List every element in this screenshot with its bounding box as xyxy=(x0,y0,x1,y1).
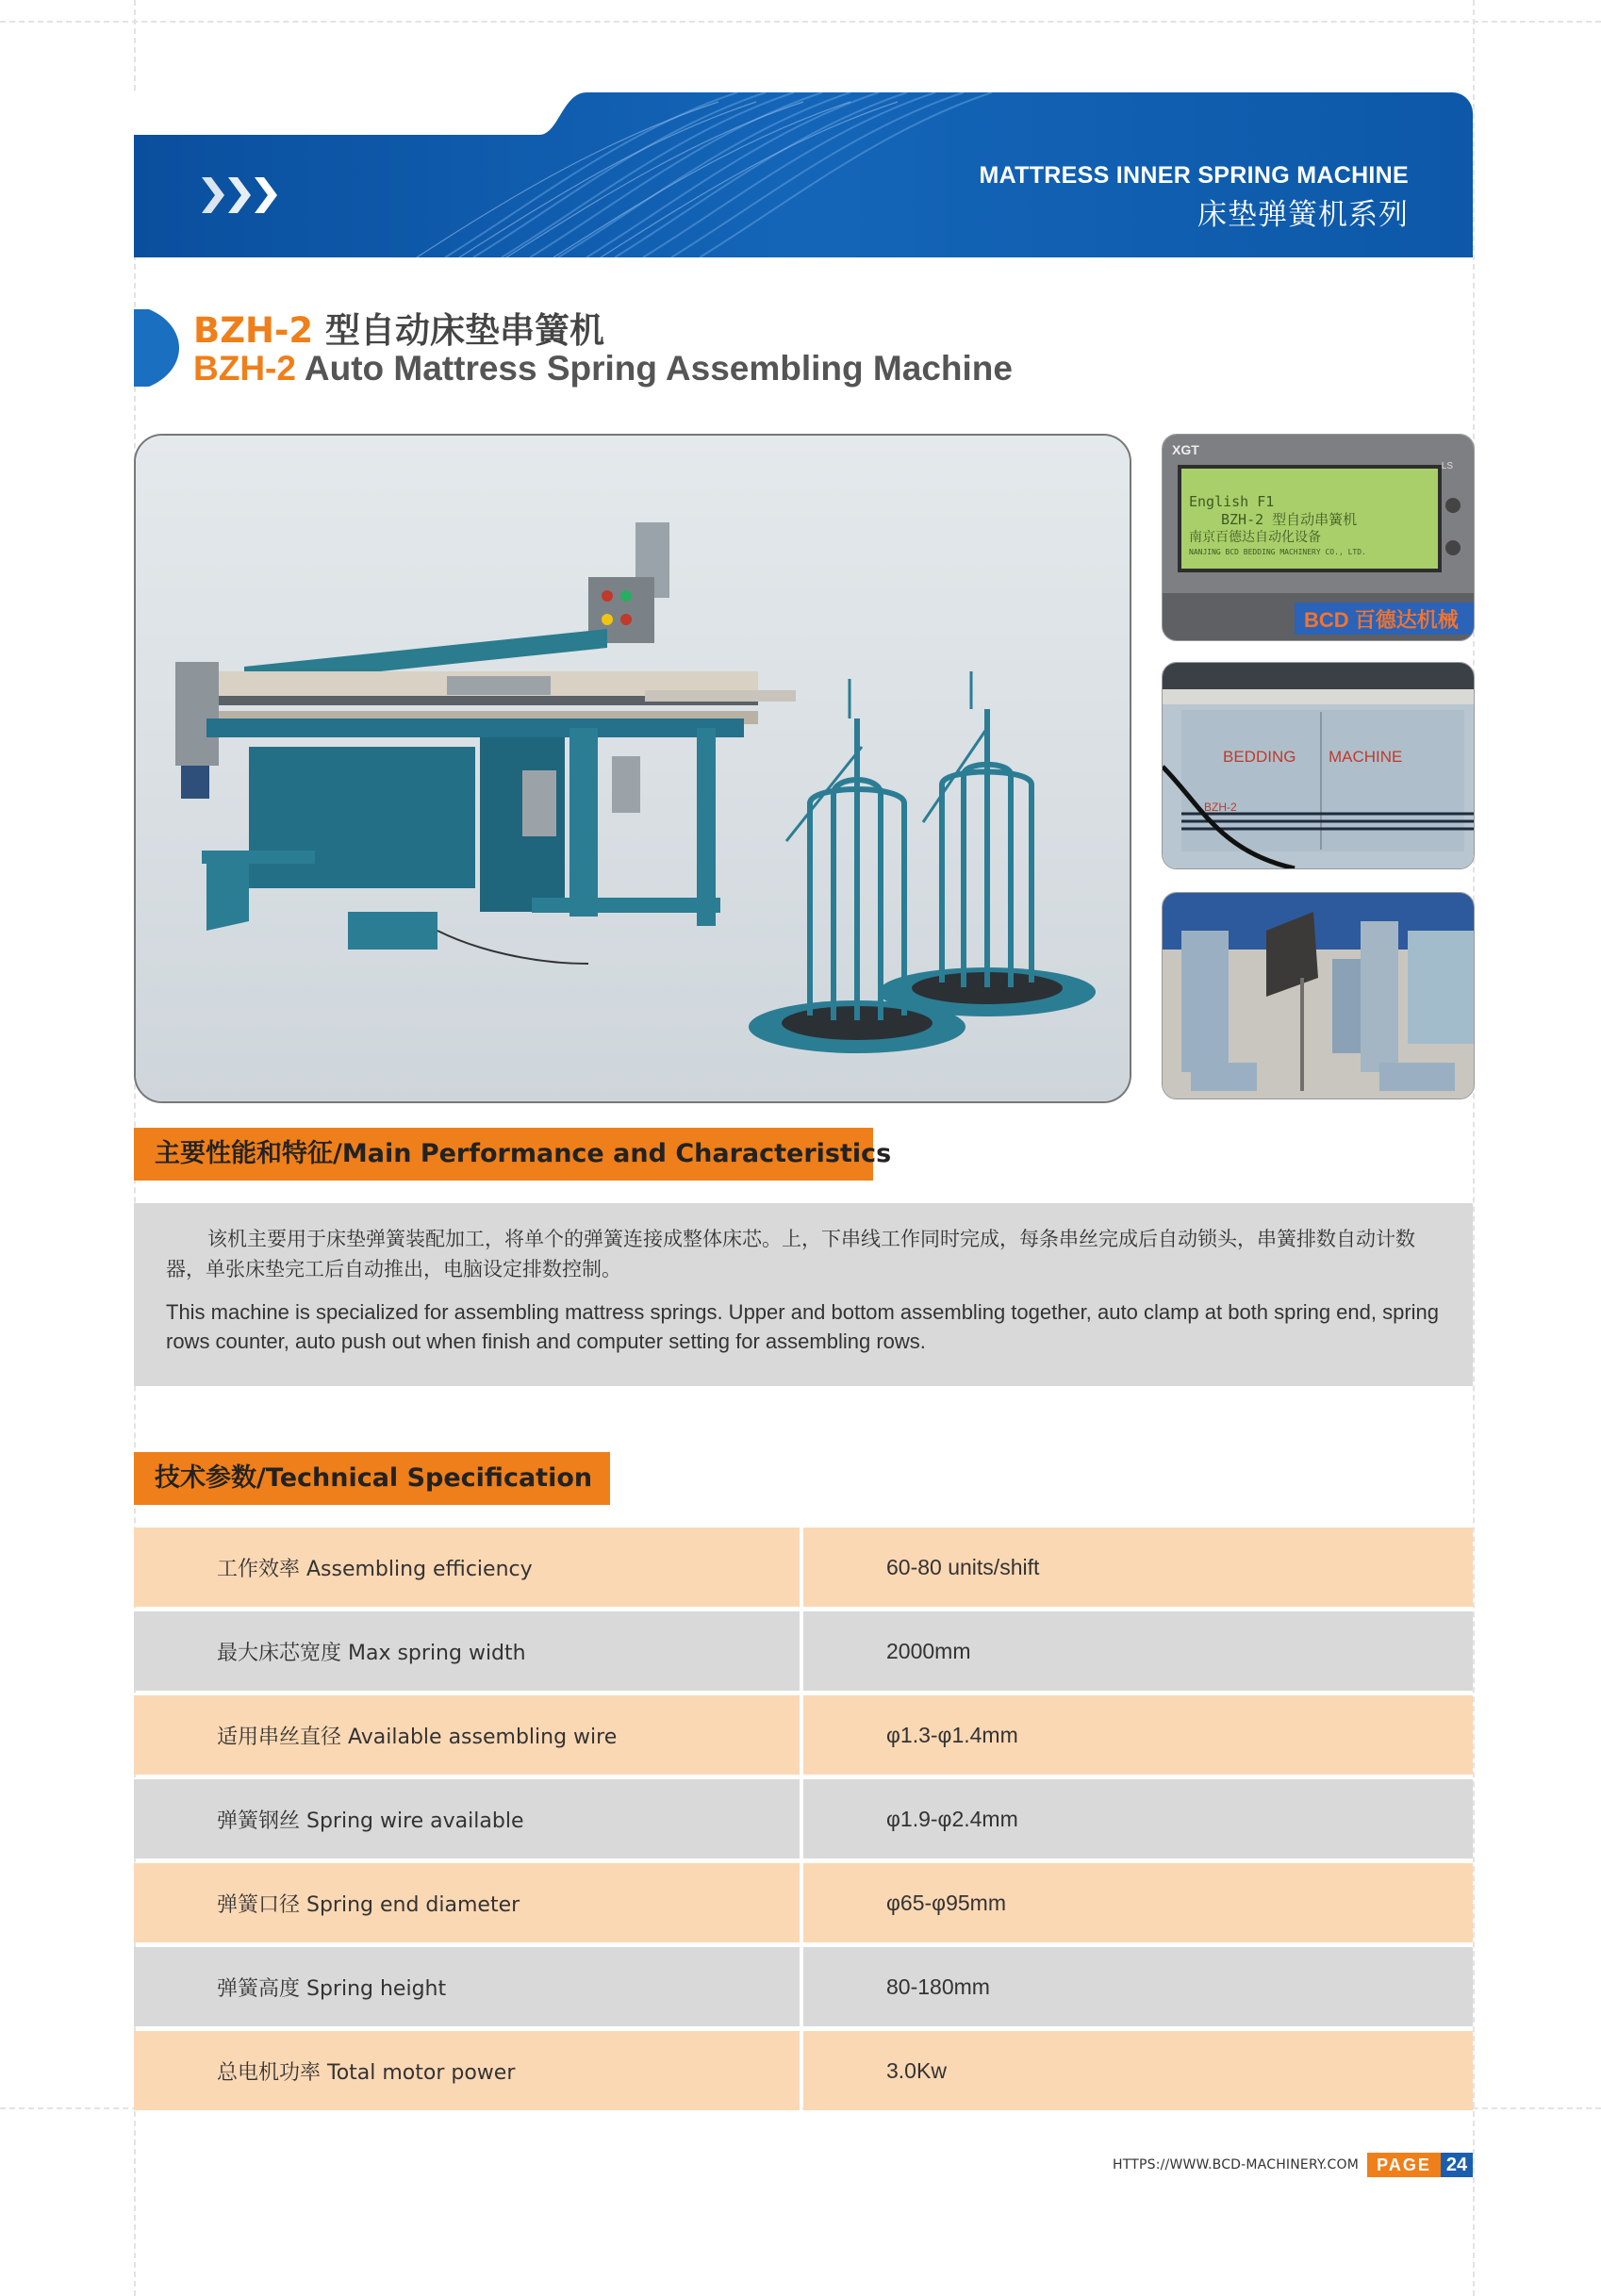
spec-label: 工作效率 Assembling efficiency xyxy=(134,1528,800,1607)
spec-value: 80-180mm xyxy=(803,1947,1473,2026)
product-title-zh-text: 型自动床垫串簧机 xyxy=(325,310,604,351)
banner-title-zh: 床垫弹簧机系列 xyxy=(1197,198,1409,232)
title-tab-icon xyxy=(134,309,179,387)
product-title-zh xyxy=(193,302,604,353)
spec-value: 60-80 units/shift xyxy=(803,1528,1473,1607)
product-title-en-text: Auto Mattress Spring Assembling Machine xyxy=(304,349,1013,388)
spec-heading: 技术参数/Technical Specification xyxy=(134,1452,610,1505)
spec-label: 弹簧钢丝 Spring wire available xyxy=(134,1779,800,1858)
main-machine-photo xyxy=(134,434,1131,1103)
spec-row xyxy=(134,1695,1473,1775)
lcd-line-1: English F1 xyxy=(1189,493,1275,510)
product-title-en xyxy=(193,349,1013,388)
workshop-photo xyxy=(1162,892,1475,1099)
spec-value: 2000mm xyxy=(803,1611,1473,1691)
spec-label: 弹簧口径 Spring end diameter xyxy=(134,1863,800,1942)
spec-label: 最大床芯宽度 Max spring width xyxy=(134,1611,800,1691)
spec-row xyxy=(134,1779,1473,1858)
spec-label: 总电机功率 Total motor power xyxy=(134,2031,800,2110)
features-description xyxy=(134,1203,1473,1386)
cabinet-model-plate: BZH-2 xyxy=(1204,801,1237,814)
panel-lcd-text xyxy=(1189,493,1366,558)
product-model: BZH-2 xyxy=(193,310,314,351)
spec-value: φ65-φ95mm xyxy=(803,1863,1473,1942)
cabinet-photo xyxy=(1162,662,1475,869)
features-text-en: This machine is specialized for assembling mattress springs. Upper and bottom assembling together, auto clamp at both spring end, spring rows counter, auto push out when finish and computer setting for assembling rows. xyxy=(166,1300,1440,1353)
features-heading: 主要性能和特征/Main Performance and Characteristics xyxy=(134,1128,873,1181)
panel-logo: BCD 百德达机械 xyxy=(1304,608,1459,632)
chevron-arrows-icon xyxy=(202,173,289,217)
control-panel-photo xyxy=(1162,434,1475,641)
lcd-line-4: NANJING BCD BEDDING MACHINERY CO., LTD. xyxy=(1189,548,1366,556)
features-text-zh: 该机主要用于床垫弹簧装配加工，将单个的弹簧连接成整体床芯。上，下串线工作同时完成，每条串丝完成后自动锁头，串簧排数自动计数器，单张床垫完工后自动推出，电脑设定排数控制。 xyxy=(166,1228,1415,1280)
spec-row xyxy=(134,1947,1473,2026)
spec-label: 适用串丝直径 Available assembling wire xyxy=(134,1695,800,1775)
banner-title-en: MATTRESS INNER SPRING MACHINE xyxy=(979,162,1409,189)
spec-table xyxy=(134,1528,1473,2115)
spec-value: φ1.3-φ1.4mm xyxy=(803,1695,1473,1775)
cabinet-label-left: BEDDING xyxy=(1223,748,1296,766)
crop-mark-top xyxy=(0,21,1601,23)
footer-url-link[interactable]: HTTPS://WWW.BCD-MACHINERY.COM xyxy=(1113,2157,1360,2172)
lcd-line-2: BZH-2 型自动串簧机 xyxy=(1221,511,1358,528)
product-model-en: BZH-2 xyxy=(193,349,296,388)
workshop-illustration xyxy=(1163,893,1474,1098)
panel-corner-label: LS xyxy=(1441,461,1453,471)
spec-value: φ1.9-φ2.4mm xyxy=(803,1779,1473,1858)
machine-illustration xyxy=(136,436,1130,1101)
spec-value: 3.0Kw xyxy=(803,2031,1473,2110)
footer-page-number: 24 xyxy=(1441,2153,1473,2177)
panel-brand-label: XGT xyxy=(1172,442,1199,457)
cabinet-illustration xyxy=(1163,663,1474,868)
spec-row xyxy=(134,1528,1473,1607)
header-banner xyxy=(134,92,1473,257)
lcd-line-3: 南京百德达自动化设备 xyxy=(1189,530,1321,545)
footer-page-label: PAGE xyxy=(1367,2153,1441,2177)
cabinet-label-right: MACHINE xyxy=(1329,748,1403,766)
spec-row xyxy=(134,1611,1473,1691)
crop-mark-right xyxy=(1473,0,1475,2296)
spec-label: 弹簧高度 Spring height xyxy=(134,1947,800,2026)
spec-row xyxy=(134,2031,1473,2110)
spec-row xyxy=(134,1863,1473,1942)
